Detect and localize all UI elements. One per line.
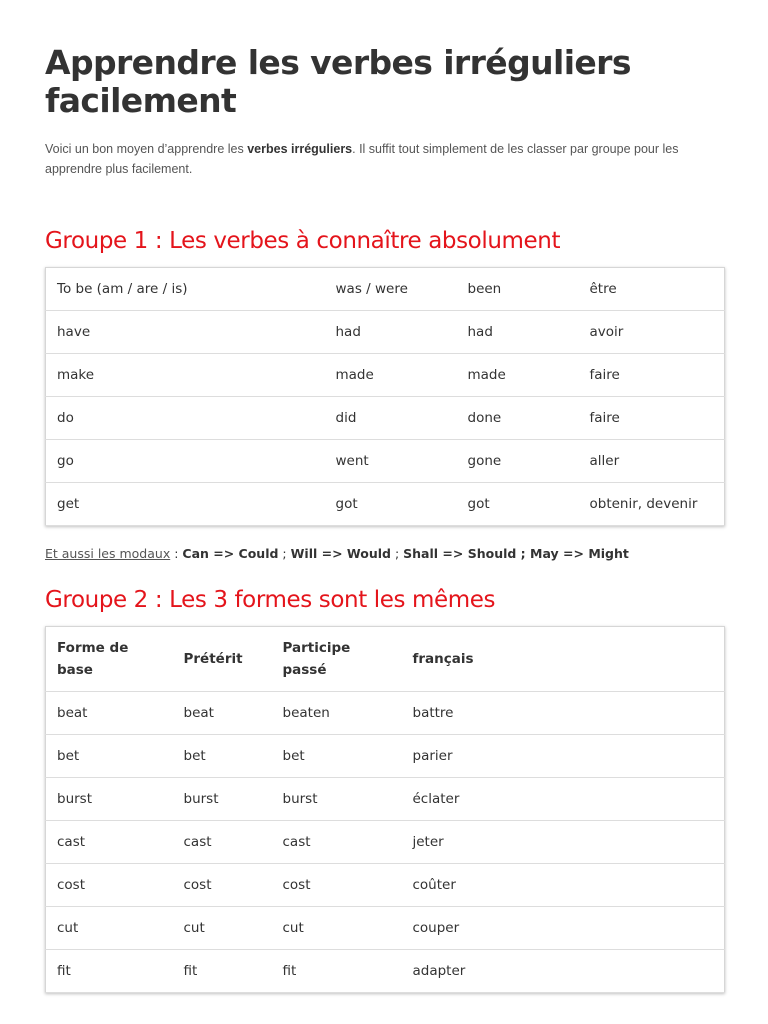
table-cell: couper: [402, 907, 725, 950]
table-cell: avoir: [579, 311, 725, 354]
table-row: [46, 821, 725, 864]
table-cell: cost: [46, 864, 173, 907]
table-cell: beat: [173, 692, 272, 735]
table-cell: was / were: [325, 268, 457, 311]
table-cell: battre: [402, 692, 725, 735]
table-cell: got: [457, 483, 579, 526]
intro-paragraph: [45, 139, 725, 179]
intro-bold-term: verbes irréguliers: [247, 142, 353, 156]
table-cell: être: [579, 268, 725, 311]
modal-pair-shall-may: Shall => Should ; May => Might: [403, 546, 629, 561]
table-cell: have: [46, 311, 325, 354]
modal-separator: ;: [390, 546, 404, 561]
modal-pair-will: Will => Would: [290, 546, 391, 561]
table-cell: fit: [173, 950, 272, 993]
table-row: [46, 735, 725, 778]
table-row: [46, 268, 725, 311]
table-cell: go: [46, 440, 325, 483]
table-cell: burst: [173, 778, 272, 821]
table-cell: burst: [272, 778, 402, 821]
table-row: [46, 950, 725, 993]
table-cell: get: [46, 483, 325, 526]
table-row: [46, 354, 725, 397]
table-cell: made: [325, 354, 457, 397]
modal-separator: ;: [278, 546, 291, 561]
column-header-base-form: Forme de base: [46, 627, 173, 692]
column-header-past-participle: Participe passé: [272, 627, 402, 692]
table-row: [46, 440, 725, 483]
table-cell: made: [457, 354, 579, 397]
group1-heading: Groupe 1 : Les verbes à connaître absolument: [45, 228, 561, 254]
table-cell: do: [46, 397, 325, 440]
table-row: [46, 864, 725, 907]
table-cell: went: [325, 440, 457, 483]
column-header-preterit: Prétérit: [173, 627, 272, 692]
table-cell: faire: [579, 354, 725, 397]
table-cell: coûter: [402, 864, 725, 907]
table-cell: beat: [46, 692, 173, 735]
table-cell: fit: [272, 950, 402, 993]
table-cell: To be (am / are / is): [46, 268, 325, 311]
intro-text-end: . Il suffit tout simplement de les classer par groupe pour les apprendre plus facilement.: [45, 142, 679, 176]
modal-verbs-note: [45, 544, 725, 564]
table-cell: cut: [46, 907, 173, 950]
modal-pair-can: Can => Could: [182, 546, 279, 561]
table-cell: fit: [46, 950, 173, 993]
table-cell: faire: [579, 397, 725, 440]
table-cell: cast: [173, 821, 272, 864]
table-cell: had: [457, 311, 579, 354]
group2-heading: Groupe 2 : Les 3 formes sont les mêmes: [45, 587, 496, 613]
table-cell: adapter: [402, 950, 725, 993]
table-cell: make: [46, 354, 325, 397]
table-cell: jeter: [402, 821, 725, 864]
intro-text-start: Voici un bon moyen d’apprendre les: [45, 142, 248, 156]
group2-table: [45, 626, 725, 993]
table-cell: parier: [402, 735, 725, 778]
table-cell: gone: [457, 440, 579, 483]
table-cell: obtenir, devenir: [579, 483, 725, 526]
table-cell: cast: [272, 821, 402, 864]
table-cell: cost: [272, 864, 402, 907]
modal-verbs-separator: :: [170, 546, 183, 561]
column-header-french: français: [402, 627, 725, 692]
table-row: [46, 311, 725, 354]
table-cell: bet: [46, 735, 173, 778]
table-cell: cost: [173, 864, 272, 907]
table-cell: did: [325, 397, 457, 440]
table-cell: got: [325, 483, 457, 526]
table-cell: done: [457, 397, 579, 440]
table-cell: cut: [272, 907, 402, 950]
table-cell: had: [325, 311, 457, 354]
table-cell: bet: [173, 735, 272, 778]
table-cell: cut: [173, 907, 272, 950]
table-cell: bet: [272, 735, 402, 778]
group1-table: [45, 267, 725, 526]
table-row: [46, 397, 725, 440]
table-row: [46, 778, 725, 821]
table-cell: cast: [46, 821, 173, 864]
page-title: Apprendre les verbes irréguliers facilement: [45, 43, 631, 120]
table-cell: burst: [46, 778, 173, 821]
table-header-row: [46, 627, 725, 692]
table-cell: aller: [579, 440, 725, 483]
table-cell: éclater: [402, 778, 725, 821]
table-row: [46, 907, 725, 950]
modal-verbs-lead: Et aussi les modaux: [45, 546, 171, 561]
table-cell: beaten: [272, 692, 402, 735]
table-row: [46, 483, 725, 526]
table-row: [46, 692, 725, 735]
table-cell: been: [457, 268, 579, 311]
